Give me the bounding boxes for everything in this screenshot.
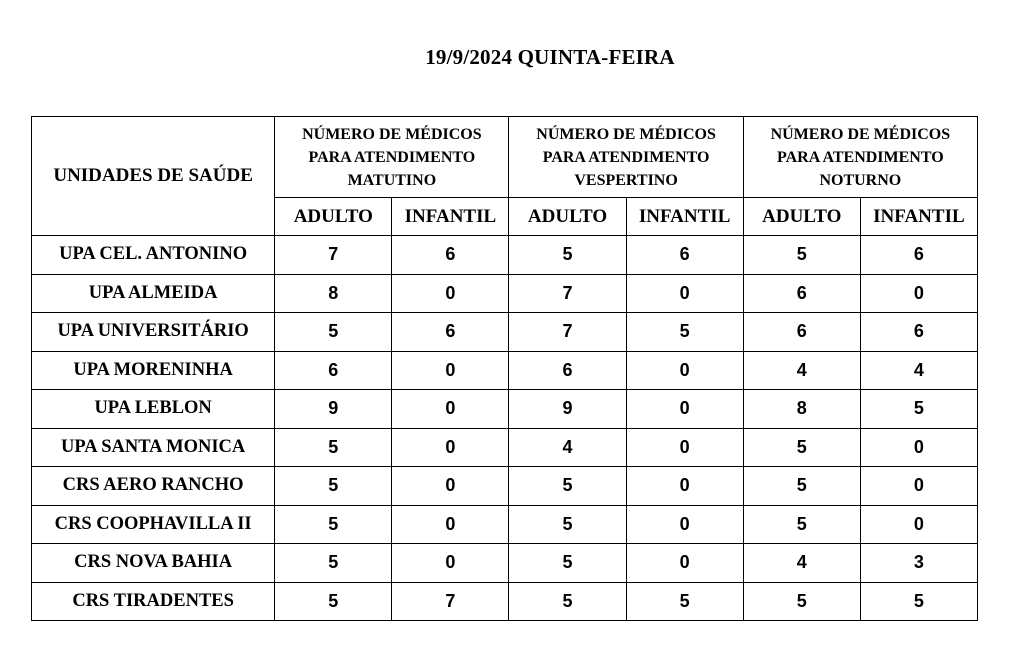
doctor-count-cell: 0 — [392, 390, 509, 429]
doctor-count-cell: 0 — [392, 428, 509, 467]
doctor-count-cell: 4 — [743, 351, 860, 390]
doctor-count-cell: 9 — [509, 390, 626, 429]
unit-name-cell: UPA UNIVERSITÁRIO — [32, 313, 275, 352]
unit-name-cell: CRS NOVA BAHIA — [32, 544, 275, 583]
header-row — [32, 117, 978, 198]
subheader-child: INFANTIL — [392, 198, 509, 236]
morning-group-header — [275, 117, 509, 198]
doctor-count-cell: 4 — [509, 428, 626, 467]
doctor-count-cell: 9 — [275, 390, 392, 429]
doctor-count-cell: 5 — [275, 505, 392, 544]
subheader-adult: ADULTO — [743, 198, 860, 236]
doctor-count-cell: 7 — [509, 313, 626, 352]
table-row — [32, 544, 978, 583]
doctor-count-cell: 5 — [275, 544, 392, 583]
doctor-count-cell: 0 — [392, 544, 509, 583]
doctor-count-cell: 6 — [626, 236, 743, 275]
doctor-count-cell: 4 — [743, 544, 860, 583]
doctor-count-cell: 0 — [626, 467, 743, 506]
table-row — [32, 313, 978, 352]
doctor-count-cell: 5 — [509, 467, 626, 506]
doctor-count-cell: 4 — [860, 351, 977, 390]
subheader-child: INFANTIL — [860, 198, 977, 236]
doctor-count-cell: 0 — [860, 274, 977, 313]
group-header-line: VESPERTINO — [574, 171, 678, 189]
subheader-adult: ADULTO — [509, 198, 626, 236]
doctor-count-cell: 0 — [860, 467, 977, 506]
doctor-count-cell: 5 — [509, 582, 626, 621]
doctor-count-cell: 0 — [392, 351, 509, 390]
subheader-adult: ADULTO — [275, 198, 392, 236]
unit-name-cell: CRS TIRADENTES — [32, 582, 275, 621]
doctor-count-cell: 5 — [509, 236, 626, 275]
unit-name-cell: CRS COOPHAVILLA II — [32, 505, 275, 544]
table-row — [32, 582, 978, 621]
doctor-count-cell: 7 — [509, 274, 626, 313]
unit-name-cell: UPA CEL. ANTONINO — [32, 236, 275, 275]
group-header-line: PARA ATENDIMENTO — [542, 148, 710, 166]
doctor-count-cell: 0 — [626, 274, 743, 313]
table-row — [32, 428, 978, 467]
group-header-line: NÚMERO DE MÉDICOS — [302, 125, 482, 143]
table-row — [32, 467, 978, 506]
table-row — [32, 505, 978, 544]
doctor-count-cell: 5 — [860, 390, 977, 429]
doctor-count-cell: 6 — [860, 313, 977, 352]
doctor-count-cell: 0 — [392, 467, 509, 506]
doctor-count-cell: 0 — [626, 390, 743, 429]
doctor-count-cell: 8 — [743, 390, 860, 429]
table-row — [32, 390, 978, 429]
doctor-count-cell: 6 — [743, 313, 860, 352]
subheader-child: INFANTIL — [626, 198, 743, 236]
group-header-line: NÚMERO DE MÉDICOS — [770, 125, 951, 143]
group-header-line: NOTURNO — [819, 171, 902, 189]
doctor-count-cell: 0 — [626, 351, 743, 390]
group-header-line: MATUTINO — [347, 171, 437, 189]
doctor-count-cell: 5 — [743, 582, 860, 621]
doctor-count-cell: 5 — [626, 582, 743, 621]
doctor-count-cell: 5 — [743, 236, 860, 275]
unit-name-cell: UPA MORENINHA — [32, 351, 275, 390]
table-row — [32, 236, 978, 275]
doctor-count-cell: 0 — [626, 544, 743, 583]
night-group-header — [743, 117, 977, 198]
doctor-count-cell: 7 — [392, 582, 509, 621]
doctor-count-cell: 0 — [626, 428, 743, 467]
unit-name-cell: UPA LEBLON — [32, 390, 275, 429]
doctor-count-cell: 6 — [392, 313, 509, 352]
page-title: 19/9/2024 QUINTA-FEIRA — [425, 45, 675, 69]
doctor-count-cell: 6 — [392, 236, 509, 275]
unit-name-cell: UPA SANTA MONICA — [32, 428, 275, 467]
doctor-count-cell: 5 — [275, 428, 392, 467]
group-header-line: PARA ATENDIMENTO — [777, 148, 944, 166]
group-header-line: PARA ATENDIMENTO — [308, 148, 476, 166]
doctor-count-cell: 5 — [626, 313, 743, 352]
doctor-count-cell: 5 — [275, 467, 392, 506]
doctor-count-cell: 6 — [860, 236, 977, 275]
table-row — [32, 274, 978, 313]
doctor-count-cell: 5 — [743, 467, 860, 506]
doctor-count-cell: 0 — [860, 505, 977, 544]
group-header-line: NÚMERO DE MÉDICOS — [536, 125, 716, 143]
units-header: UNIDADES DE SAÚDE — [32, 117, 275, 236]
doctor-count-cell: 3 — [860, 544, 977, 583]
doctor-count-cell: 5 — [275, 582, 392, 621]
schedule-table — [31, 116, 978, 621]
doctor-count-cell: 8 — [275, 274, 392, 313]
doctor-count-cell: 5 — [743, 505, 860, 544]
table-row — [32, 351, 978, 390]
doctor-count-cell: 5 — [860, 582, 977, 621]
unit-name-cell: CRS AERO RANCHO — [32, 467, 275, 506]
doctor-count-cell: 6 — [743, 274, 860, 313]
doctor-count-cell: 6 — [275, 351, 392, 390]
table-body — [32, 236, 978, 621]
doctor-count-cell: 5 — [509, 505, 626, 544]
doctor-count-cell: 7 — [275, 236, 392, 275]
doctor-count-cell: 0 — [392, 274, 509, 313]
afternoon-group-header — [509, 117, 743, 198]
doctor-count-cell: 5 — [743, 428, 860, 467]
doctor-count-cell: 5 — [509, 544, 626, 583]
doctor-count-cell: 0 — [860, 428, 977, 467]
doctor-count-cell: 6 — [509, 351, 626, 390]
doctor-count-cell: 0 — [626, 505, 743, 544]
doctor-count-cell: 0 — [392, 505, 509, 544]
unit-name-cell: UPA ALMEIDA — [32, 274, 275, 313]
doctor-count-cell: 5 — [275, 313, 392, 352]
